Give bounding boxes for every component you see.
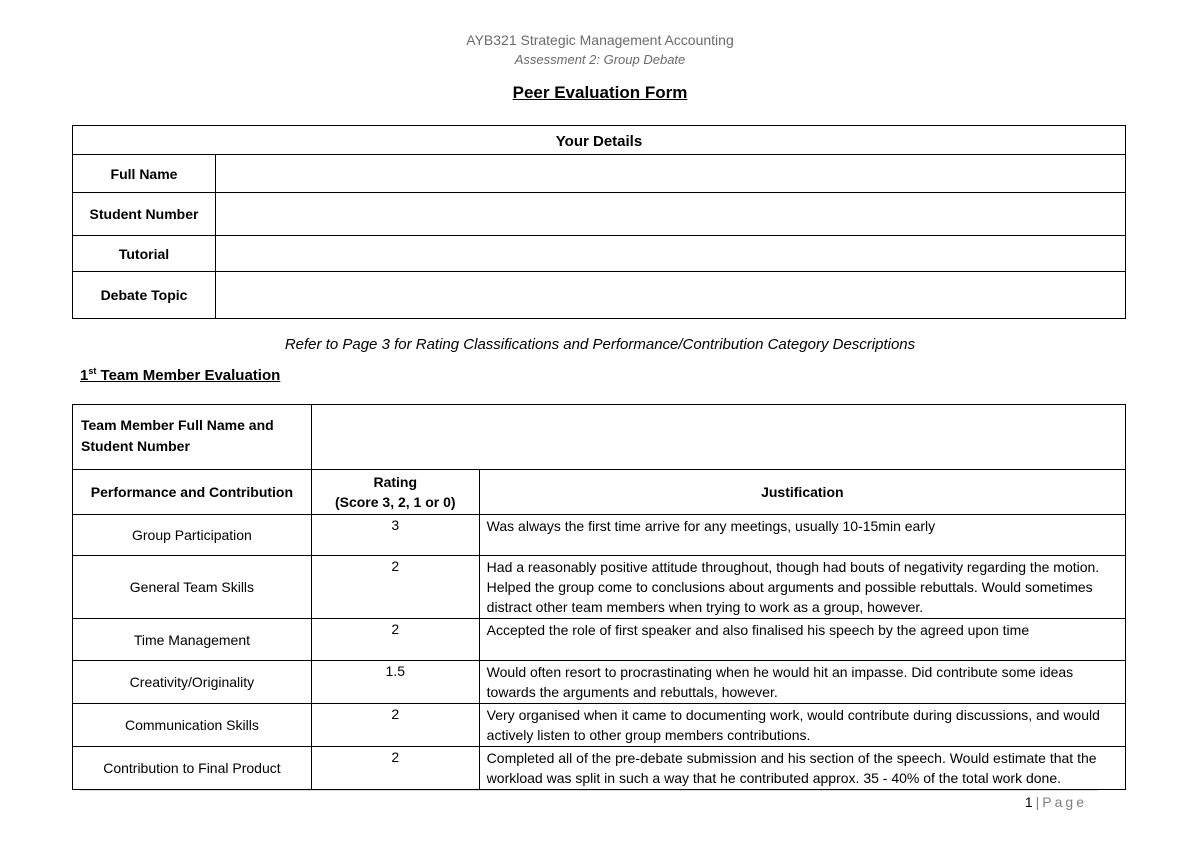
course-title: AYB321 Strategic Management Accounting <box>466 32 734 48</box>
member-name-field[interactable] <box>311 405 1125 470</box>
category-cell: Communication Skills <box>73 704 312 747</box>
tutorial-field[interactable] <box>216 236 1126 272</box>
rating-header-line1: Rating <box>373 474 418 490</box>
your-details-heading: Your Details <box>73 126 1126 155</box>
full-name-label: Full Name <box>73 155 216 193</box>
full-name-field[interactable] <box>216 155 1126 193</box>
table-row <box>73 619 1126 661</box>
debate-topic-field[interactable] <box>216 272 1126 319</box>
student-number-field[interactable] <box>216 193 1126 236</box>
student-number-label: Student Number <box>73 193 216 236</box>
justification-column-header: Justification <box>479 470 1125 515</box>
category-cell: Group Participation <box>73 515 312 556</box>
rating-header-line2: (Score 3, 2, 1 or 0) <box>334 494 456 510</box>
table-row <box>73 704 1126 747</box>
rating-column-header <box>311 470 479 515</box>
rating-cell[interactable]: 3 <box>311 515 479 556</box>
debate-topic-label: Debate Topic <box>73 272 216 319</box>
rating-cell[interactable]: 2 <box>311 619 479 661</box>
table-row <box>73 747 1126 790</box>
rating-cell[interactable]: 2 <box>311 747 479 790</box>
refer-note: Refer to Page 3 for Rating Classifications and Performance/Contribution Category Descriptions <box>284 336 916 353</box>
page-number: 1 <box>1024 794 1033 810</box>
your-details-table <box>72 125 1126 319</box>
member-name-label: Team Member Full Name and Student Number <box>73 405 312 470</box>
justification-cell[interactable]: Accepted the role of first speaker and also finalised his speech by the agreed upon time <box>479 619 1125 661</box>
category-cell: Creativity/Originality <box>73 661 312 704</box>
page-footer <box>1025 794 1087 810</box>
category-column-header: Performance and Contribution <box>73 470 312 515</box>
heading-ordinal: st <box>88 366 97 376</box>
justification-cell[interactable]: Would often resort to procrastinating when he would hit an impasse. Did contribute some ideas towards the arguments and rebuttals, however. <box>479 661 1125 704</box>
team-member-evaluation-table <box>72 404 1126 790</box>
category-cell: General Team Skills <box>73 556 312 619</box>
heading-text: Team Member Evaluation <box>96 367 281 384</box>
category-cell: Contribution to Final Product <box>73 747 312 790</box>
heading-number: 1 <box>80 367 89 384</box>
rating-cell[interactable]: 2 <box>311 556 479 619</box>
rating-cell[interactable]: 2 <box>311 704 479 747</box>
justification-cell[interactable]: Was always the first time arrive for any meetings, usually 10-15min early <box>479 515 1125 556</box>
footer-divider <box>80 790 1098 791</box>
justification-cell[interactable]: Very organised when it came to documenting work, would contribute during discussions, and would actively listen to other group members contributions. <box>479 704 1125 747</box>
footer-separator: | <box>1035 794 1040 810</box>
assessment-subtitle: Assessment 2: Group Debate <box>514 52 686 67</box>
justification-cell[interactable]: Had a reasonably positive attitude throughout, though had bouts of negativity regarding the motion. Helped the group come to conclusions about arguments and possible rebuttals. Would sometimes distract other team members when trying to work as a group, however. <box>479 556 1125 619</box>
form-title: Peer Evaluation Form <box>512 83 688 102</box>
team-member-evaluation-heading <box>80 366 280 384</box>
rating-cell[interactable]: 1.5 <box>311 661 479 704</box>
table-row <box>73 515 1126 556</box>
table-row <box>73 556 1126 619</box>
page-word: Page <box>1042 794 1087 810</box>
table-row <box>73 661 1126 704</box>
justification-cell[interactable]: Completed all of the pre-debate submission and his section of the speech. Would estimate that the workload was split in such a way that he contributed approx. 35 - 40% of the total work done. <box>479 747 1125 790</box>
tutorial-label: Tutorial <box>73 236 216 272</box>
category-cell: Time Management <box>73 619 312 661</box>
